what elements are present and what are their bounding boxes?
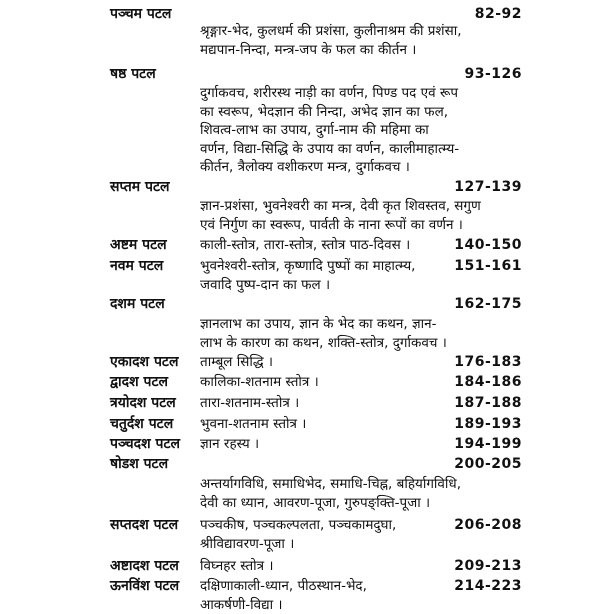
chapter-description-line: मद्यपान-निन्दा, मन्त्र-जप के फल का कीर्तन । — [200, 41, 417, 58]
chapter-heading: पञ्चदश पटल — [110, 436, 180, 452]
chapter-description-line: तारा-शतनाम-स्तोत्र । — [200, 395, 300, 411]
chapter-description-line: श्रीविद्यावरण-पूजा । — [200, 535, 295, 552]
chapter-heading: नवम पटल — [110, 258, 164, 274]
chapter-description-line: विघ्नहर स्तोत्र । — [200, 558, 274, 574]
chapter-heading: षोडश पटल — [110, 456, 169, 472]
chapter-heading: चतुर्दश पटल — [110, 416, 174, 432]
chapter-heading: पञ्चम पटल — [110, 6, 172, 22]
chapter-description-line: कीर्तन, त्रैलोक्य वशीकरण मन्त्र, दुर्गाकवच । — [200, 159, 410, 176]
page-range: 93-126 — [464, 66, 522, 82]
chapter-heading: सप्तदश पटल — [110, 517, 179, 533]
chapter-description-line: शिवत्व-लाभ का उपाय, दुर्गा-नाम की महिमा का — [200, 122, 429, 139]
page-range: 176-183 — [454, 354, 522, 370]
chapter-description-line: दक्षिणाकाली-ध्यान, पीठस्थान-भेद, — [200, 578, 367, 594]
chapter-description-line: ज्ञान रहस्य । — [200, 436, 260, 452]
chapter-heading: दशम पटल — [110, 296, 165, 312]
page-range: 200-205 — [454, 456, 522, 472]
page-range: 187-188 — [454, 395, 522, 411]
chapter-description-line: भुवना-शतनाम स्तोत्र । — [200, 416, 307, 432]
page-range: 206-208 — [454, 517, 522, 533]
chapter-description-line: भुवनेश्वरी-स्तोत्र, कृष्णादि पुष्पों का माहात्म्य, — [200, 258, 416, 274]
chapter-description-line: कालिका-शतनाम स्तोत्र । — [200, 374, 319, 390]
page-range: 82-92 — [474, 6, 522, 22]
chapter-heading: अष्टादश पटल — [110, 558, 179, 574]
chapter-heading: त्रयोदश पटल — [110, 395, 176, 411]
chapter-description-line: का स्वरूप, भेदज्ञान की निन्दा, अभेद ज्ञान का फल, — [200, 103, 449, 120]
page-range: 214-223 — [454, 578, 522, 594]
chapter-description-line: एवं निर्गुण का स्वरूप, पार्वती के नाना रूपों का वर्णन । — [200, 216, 463, 233]
chapter-description-line: ज्ञान-प्रशंसा, भुवनेश्वरी का मन्त्र, देवी कृत शिवस्तव, सगुण — [200, 198, 481, 214]
chapter-description-line: जवादि पुष्प-दान का फल । — [200, 276, 331, 293]
chapter-description-line: ताम्बूल सिद्धि । — [200, 354, 274, 370]
chapter-description-line: वर्णन, विद्या-सिद्धि के उपाय का वर्णन, कालीमाहात्म्य- — [200, 140, 460, 157]
page-range: 127-139 — [454, 179, 522, 195]
chapter-description-line: आकर्षणी-विद्या । — [200, 596, 283, 613]
chapter-description-line: लाभ के कारण का कथन, शक्ति-स्तोत्र, दुर्गाकवच । — [200, 334, 447, 351]
chapter-description-line: अन्तर्यागविधि, समाधिभेद, समाधि-चिह्न, बहिर्यागविधि, — [200, 476, 462, 492]
chapter-heading: ऊनविंश पटल — [110, 578, 180, 594]
page-range: 140-150 — [454, 237, 522, 253]
page-range: 194-199 — [454, 436, 522, 452]
chapter-heading: षष्ठ पटल — [110, 66, 156, 82]
page-range: 151-161 — [454, 258, 522, 274]
chapter-heading: एकादश पटल — [110, 354, 179, 370]
chapter-heading: सप्तम पटल — [110, 179, 170, 195]
chapter-description-line: देवी का ध्यान, आवरण-पूजा, गुरुपङ्क्ति-पूजा । — [200, 494, 431, 511]
page-range: 189-193 — [454, 416, 522, 432]
chapter-description-line: श्रृङ्गार-भेद, कुलधर्म की प्रशंसा, कुलीनाश्रम की प्रशंसा, — [200, 23, 462, 39]
chapter-description-line: पञ्चकीष, पञ्चकल्पलता, पञ्चकामदुघा, — [200, 517, 397, 533]
chapter-heading: अष्टम पटल — [110, 237, 167, 253]
page-range: 184-186 — [454, 374, 522, 390]
chapter-heading: द्वादश पटल — [110, 374, 169, 390]
chapter-description-line: ज्ञानलाभ का उपाय, ज्ञान के भेद का कथन, ज्ञान- — [200, 316, 437, 332]
chapter-description-line: दुर्गाकवच, शरीरस्थ नाड़ी का वर्णन, पिण्ड पद एवं रूप — [200, 85, 459, 101]
page-range: 209-213 — [454, 558, 522, 574]
chapter-description-line: काली-स्तोत्र, तारा-स्तोत्र, स्तोत्र पाठ-दिवस । — [200, 237, 411, 253]
page-range: 162-175 — [454, 296, 522, 312]
